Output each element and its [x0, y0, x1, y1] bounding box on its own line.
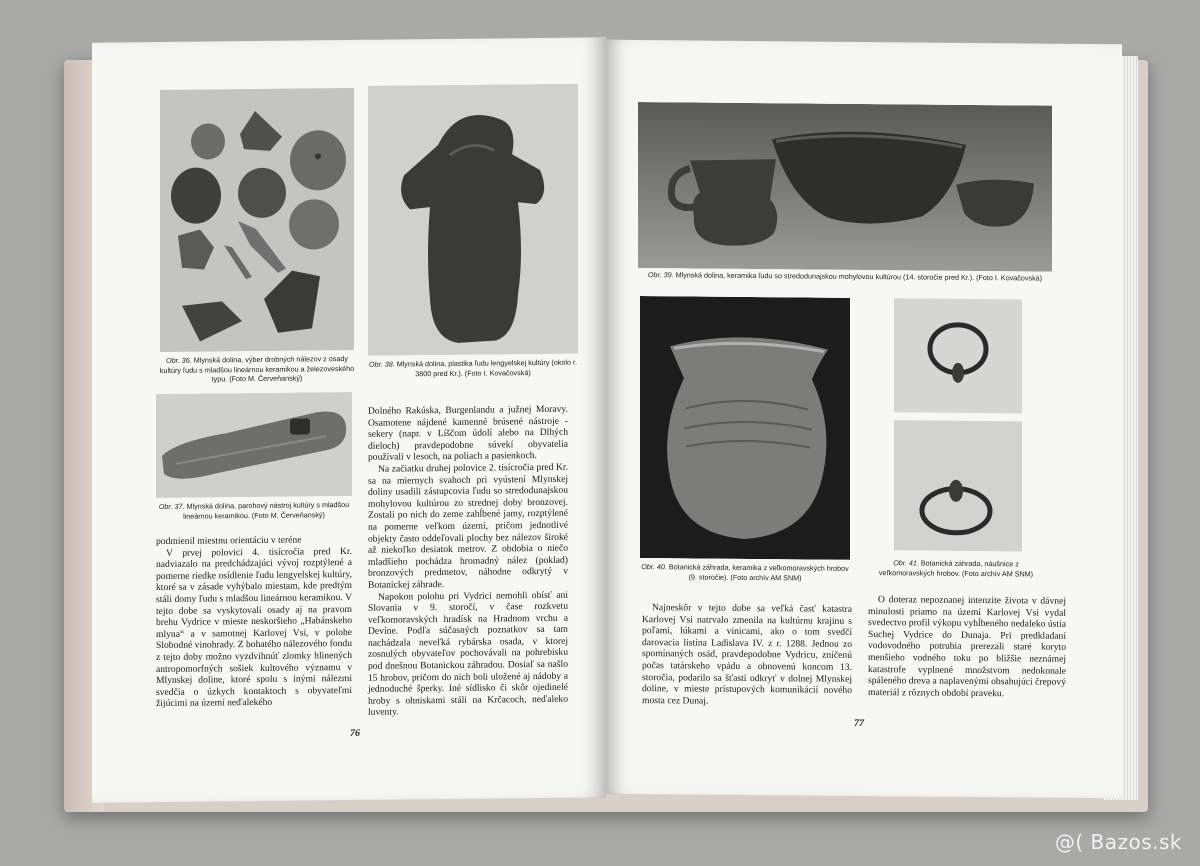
figure-obr37-text: Mlynská dolina, parohový nástroj kultúry s mladšou lineárnou keramikou. (Foto M. Červeňanský): [183, 499, 350, 521]
small-finds-illustration: [160, 88, 354, 352]
antler-tool-illustration: [156, 392, 352, 498]
figure-obr40-caption: [640, 562, 850, 583]
figure-obr37-caption: [156, 500, 352, 521]
right-col1-paragraph-1: Najneskôr v tejto dobe sa veľká časť katastra Karlovej Vsi natrvalo zmenila na kultúrnu krajinu s poľami, lúkami a vinicami, ako o tom svedčí darovacia listina Ladislava IV. z r. 1288. Jednou zo spomínaných osád, pravdepodobne Vydricu, zničenú počas tatárskeho vpádu a obnovenú koncom 13. storočia, podarilo sa šťastí odkryť v dolnej Mlynskej doline, v mieste prístupových komunikácií nového mosta cez Dunaj.: [642, 602, 852, 707]
left-col1-paragraph-1: podmienil miestnu orientáciu v teréne: [156, 534, 302, 548]
earring-top-illustration: [894, 298, 1022, 413]
figure-obr39-photo: [638, 102, 1052, 272]
left-page-column-2: [368, 404, 568, 719]
pottery-illustration: [638, 102, 1052, 272]
figure-obr41-caption: [868, 558, 1044, 579]
figure-obr36-photo: [160, 88, 354, 352]
jar-illustration: [640, 296, 850, 560]
figure-obr41-text: Botanická záhrada, náušnice z veľkomoravských hrobov. (Foto archív AM SNM): [878, 558, 1034, 579]
figure-obr37-label: Obr. 37.: [158, 501, 185, 511]
figure-obr41-photo-top: [894, 298, 1022, 413]
earring-bottom-illustration: [894, 420, 1022, 551]
figure-obr39-text: Mlynská dolina, keramika ľudu so stredodunajskou mohylovou kultúrou (14. storočie pred Kr.). (Foto I. Kovačovská): [675, 270, 1043, 283]
figure-obr40-label: Obr. 40.: [641, 562, 667, 572]
figure-obr38-photo: [368, 84, 578, 356]
left-col2-paragraph-2: Na začiatku druhej polovice 2. tisícročia pred Kr. sa na miernych svahoch pri vyústení Mlynskej doliny usadili zástupcovia ľudu so stredodunajskou mohylovou kultúrou zo strednej doby bronzovej. Zostali po nich do zeme zahĺbené jamy, rozptýlené na pomerne veľkom území, pričom jednotlivé objekty často oddeľovali plochy bez nálezov široké až niekoľko desiatok metrov. Z obdobia o niečo mladšieho pochádza hromadný nález (poklad) bronzových predmetov, náhodne odkrytý v Botanickej záhrade.: [368, 461, 568, 591]
left-col2-paragraph-3: Napokon polohu pri Vydrici nemohli obísť ani Slovania v 9. storočí, v čase rozkvetu veľkomoravských hradísk na Hradnom vrchu a Devíne. Podľa súčasných poznatkov sa tam nachádzala neveľká rybárska osada, v ktorej zosnulých obyvateľov pochovávali na pohrebisku pod dnešnou Botanickou záhradou. Dosiaľ sa našlo 15 hrobov, pričom do nich boli uložené aj nádoby a jednoduché šperky. Iné sídlisko či skôr ojedinelé hroby s ohniskami stáli na Krčacoch, neďaleko luventy.: [368, 589, 568, 719]
page-number-left: 76: [350, 727, 360, 739]
figure-obr38-text: Mlynská dolina, plastika ľudu lengyelskej kultúry (okolo r. 3800 pred Kr.). (Foto I. Kovačovská): [396, 357, 577, 378]
left-page-column-1: [156, 534, 352, 710]
watermark: @( Bazos.sk: [1054, 830, 1182, 854]
figure-obr41-label: Obr. 41.: [893, 558, 919, 568]
right-col2-paragraph-1: O doteraz nepoznanej intenzite života v dávnej minulosti priamo na území Karlovej Vsi vydal svedectvo profil výkopu vyhĺbeného nedaleko ústia Suchej Vydrice do Dunaja. Pri predkladaní vodovodného potrubia prerezali staré koryto menšieho vodného toku po bližšie neznámej katastrofe vyplnené množstvom nedokonale spáleného dreva a naplavenými obsahujúci črepový materiál z rôznych období praveku.: [868, 594, 1066, 699]
figure-obr36-text: Mlynská dolina, výber drobných nálezov z osady kultúry ľudu s mladšou lineárnou keramikou a železoveského typu. (Foto M. Červeňanský): [159, 354, 355, 384]
figure-obr40-photo: [640, 296, 850, 560]
left-col2-paragraph-1: Dolného Rakúska, Burgenlandu a južnej Moravy. Osamotene nájdené kamenné brúsené nástroje - sekery (napr. v Líščom údolí alebo na Dlhých dieloch) pravdepodobne súvekí obyvatelia používali v lesoch, na poliach a pasienkoch.: [368, 403, 568, 464]
right-page: [606, 40, 1122, 799]
right-page-column-2: [868, 594, 1066, 700]
right-page-column-1: [642, 602, 852, 708]
figure-obr38-caption: [368, 358, 578, 379]
figure-obr41-photo-bottom: [894, 420, 1022, 551]
page-number-right: 77: [854, 717, 864, 729]
figurine-illustration: [368, 84, 578, 356]
figure-obr38-label: Obr. 38.: [369, 359, 395, 369]
figure-obr36-caption: [158, 354, 356, 385]
figure-obr39-label: Obr. 39.: [647, 270, 674, 280]
figure-obr37-photo: [156, 392, 352, 498]
figure-obr39-caption: [634, 270, 1056, 283]
figure-obr36-label: Obr. 36.: [166, 355, 192, 365]
left-col1-paragraph-2: V prvej polovici 4. tisícročia pred Kr. nadviazalo na predchádzajúci vývoj rozptýlené a pomerne riedke osídlenie ľudu lengyelskej kultúry, ktoré sa v zásade vyhýbalo miestam, kde predtým stáli domy ľudu s mladšou lineárnou keramikou. V tejto dobe sa vyskytovali osady aj na pravom brehu Vydrice v mieste neskoršieho „Habánskeho mlyna“ a v samotnej Karlovej Vsi, v polohe Slobodné vinohrady. Z bohatého nálezového fondu z tejto doby možno vyzdvihnúť zlomky hlinených antropomorfných sošiek kultového významu v Mlynskej doline, ktoré spolu s inými nálezmi svedčia o úzkych kontaktoch s obyvateľmi žijúcimi na území neďalekého: [156, 545, 353, 710]
left-page: [92, 37, 606, 802]
figure-obr40-text: Botanická záhrada, keramika z veľkomoravských hrobov (9. storočie). (Foto archív AM SNM): [668, 562, 849, 583]
